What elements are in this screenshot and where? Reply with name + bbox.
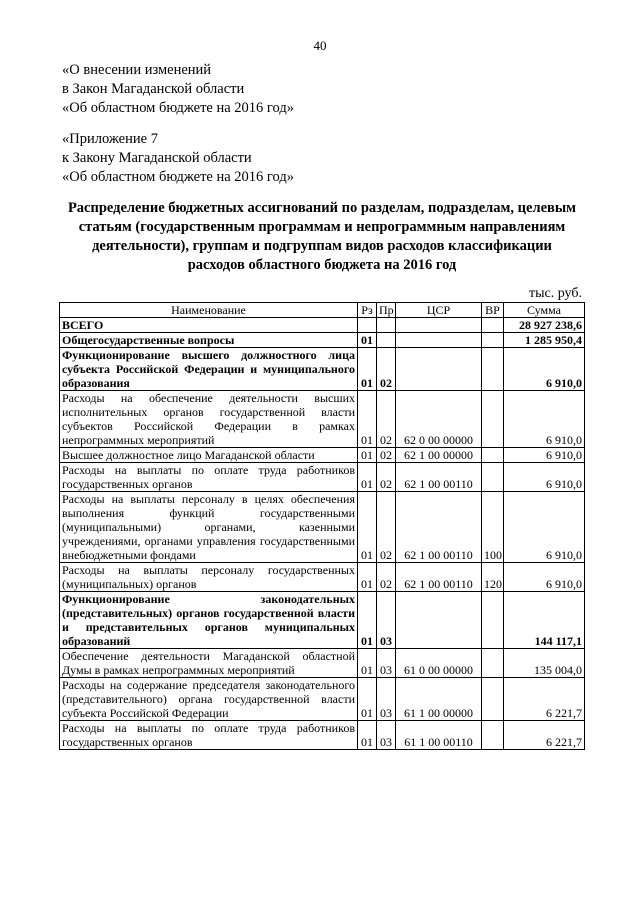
cell-sum: 144 117,1 [504,592,585,649]
cell-sum: 6 910,0 [504,348,585,391]
cell-csr [396,592,482,649]
cell-pr [377,333,396,348]
cell-vr [482,649,504,678]
header-name: Наименование [60,303,358,318]
cell-pr: 03 [377,649,396,678]
cell-rz: 01 [358,563,377,592]
cell-csr: 61 1 00 00000 [396,678,482,721]
amendment-reference [62,61,294,118]
appendix-line: «Об областном бюджете на 2016 год» [62,169,294,185]
table-row [60,563,585,592]
cell-rz: 01 [358,333,377,348]
amendment-line: «Об областном бюджете на 2016 год» [62,100,294,116]
cell-vr [482,448,504,463]
appendix-line: «Приложение 7 [62,131,158,147]
cell-rz: 01 [358,492,377,563]
cell-sum: 6 910,0 [504,492,585,563]
table-header-row [60,303,585,318]
cell-name: Функционирование высшего должностного лица субъекта Российской Федерации и муниципального образования [60,348,358,391]
cell-rz: 01 [358,721,377,750]
cell-vr [482,678,504,721]
cell-rz: 01 [358,348,377,391]
table-row [60,318,585,333]
cell-name: Расходы на выплаты персоналу государственных (муниципальных) органов [60,563,358,592]
table-row [60,448,585,463]
cell-rz: 01 [358,649,377,678]
cell-name: ВСЕГО [60,318,358,333]
document-title: Распределение бюджетных ассигнований по разделам, подразделам, целевым статьям (государственным программам и непрограммным направлениям деятельности), группам и подгруппам видов расходов классификации расходов областного бюджета на 2016 год [67,200,577,273]
cell-csr: 61 0 00 00000 [396,649,482,678]
cell-vr [482,463,504,492]
cell-name: Расходы на обеспечение деятельности высших исполнительных органов государственной власти субъектов Российской Федерации в рамках непрограммных мероприятий [60,391,358,448]
cell-sum: 28 927 238,6 [504,318,585,333]
cell-csr: 62 1 00 00000 [396,448,482,463]
cell-pr [377,318,396,333]
cell-vr [482,391,504,448]
cell-rz: 01 [358,463,377,492]
cell-vr [482,333,504,348]
cell-rz [358,318,377,333]
header-csr: ЦСР [396,303,482,318]
cell-rz: 01 [358,678,377,721]
cell-pr: 03 [377,678,396,721]
cell-name: Расходы на выплаты персоналу в целях обеспечения выполнения функций государственными (муниципальными) органами, казенными учреждениями, органами управления государственными внебюджетными фондами [60,492,358,563]
appendix-line: к Закону Магаданской области [62,150,252,166]
table-row [60,721,585,750]
cell-csr: 62 1 00 00110 [396,492,482,563]
table-row [60,463,585,492]
cell-name: Расходы на содержание председателя законодательного (представительного) органа государственной власти субъекта Российской Федерации [60,678,358,721]
cell-csr: 62 1 00 00110 [396,563,482,592]
table-row [60,649,585,678]
cell-name: Расходы на выплаты по оплате труда работников государственных органов [60,721,358,750]
cell-pr: 02 [377,492,396,563]
cell-vr [482,348,504,391]
cell-vr: 120 [482,563,504,592]
cell-pr: 02 [377,348,396,391]
cell-rz: 01 [358,391,377,448]
table-row [60,492,585,563]
cell-csr [396,333,482,348]
cell-name: Общегосударственные вопросы [60,333,358,348]
table-row [60,592,585,649]
cell-rz: 01 [358,592,377,649]
cell-name: Функционирование законодательных (представительных) органов государственной власти и представительных органов муниципальных образований [60,592,358,649]
cell-pr: 02 [377,563,396,592]
header-vr: ВР [482,303,504,318]
cell-sum: 6 910,0 [504,563,585,592]
cell-pr: 02 [377,448,396,463]
cell-vr [482,721,504,750]
table-row [60,391,585,448]
cell-rz: 01 [358,448,377,463]
header-rz: Рз [358,303,377,318]
cell-vr [482,318,504,333]
cell-sum: 6 910,0 [504,391,585,448]
cell-name: Высшее должностное лицо Магаданской области [60,448,358,463]
table-row [60,333,585,348]
cell-name: Обеспечение деятельности Магаданской областной Думы в рамках непрограммных мероприятий [60,649,358,678]
cell-csr: 62 1 00 00110 [396,463,482,492]
cell-pr: 02 [377,391,396,448]
cell-name: Расходы на выплаты по оплате труда работников государственных органов [60,463,358,492]
cell-pr: 03 [377,721,396,750]
unit-label: тыс. руб. [529,286,582,301]
cell-sum: 6 221,7 [504,721,585,750]
cell-sum: 6 910,0 [504,448,585,463]
table-row [60,348,585,391]
appendix-reference [62,130,294,187]
cell-csr: 62 0 00 00000 [396,391,482,448]
table-body [60,318,585,750]
cell-csr [396,348,482,391]
header-sum: Сумма [504,303,585,318]
budget-table [59,302,585,750]
cell-pr: 02 [377,463,396,492]
cell-vr [482,592,504,649]
amendment-line: «О внесении изменений [62,62,212,78]
cell-csr: 61 1 00 00110 [396,721,482,750]
cell-pr: 03 [377,592,396,649]
amendment-line: в Закон Магаданской области [62,81,245,97]
header-pr: Пр [377,303,396,318]
page-number: 40 [313,38,327,53]
cell-sum: 135 004,0 [504,649,585,678]
cell-sum: 6 910,0 [504,463,585,492]
cell-csr [396,318,482,333]
cell-vr: 100 [482,492,504,563]
table-row [60,678,585,721]
cell-sum: 1 285 950,4 [504,333,585,348]
cell-sum: 6 221,7 [504,678,585,721]
